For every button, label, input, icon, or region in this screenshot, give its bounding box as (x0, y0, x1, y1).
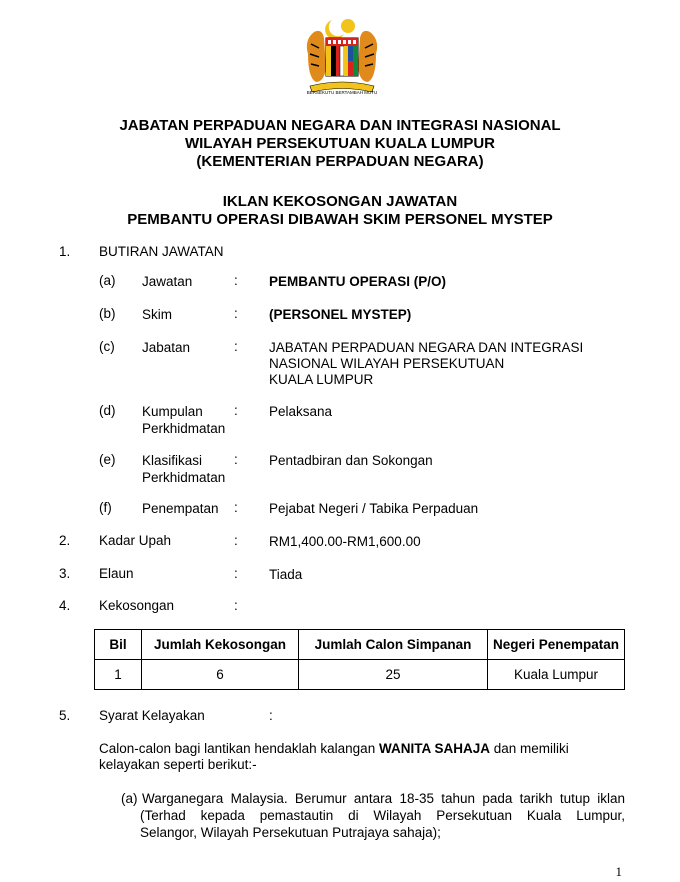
coat-of-arms-logo (302, 14, 382, 100)
item-e-value: Pentadbiran dan Sokongan (269, 453, 433, 468)
item-a-key: Jawatan (142, 274, 193, 289)
section-5-label: Syarat Kelayakan (99, 708, 205, 723)
item-d-letter: (d) (99, 403, 116, 418)
table-cell-negeri-penempatan: Kuala Lumpur (488, 660, 625, 690)
eligibility-intro-text-b: dan memiliki (489, 741, 569, 756)
item-c-colon: : (234, 339, 238, 354)
table-header-jumlah-kekosongan: Jumlah Kekosongan (142, 630, 299, 660)
vacancy-table (94, 629, 625, 690)
section-2-colon: : (234, 533, 238, 548)
item-b-colon: : (234, 306, 238, 321)
table-header-bil: Bil (95, 630, 142, 660)
table-header-row (95, 630, 625, 660)
table-header-jumlah-calon-simpanan: Jumlah Calon Simpanan (299, 630, 488, 660)
item-e-letter: (e) (99, 452, 116, 467)
item-f-letter: (f) (99, 500, 112, 515)
item-e-colon: : (234, 452, 238, 467)
section-5-colon: : (269, 708, 273, 723)
item-c-letter: (c) (99, 339, 115, 354)
item-d-key-line-1: Kumpulan (142, 404, 203, 419)
item-f-colon: : (234, 500, 238, 515)
section-3-value: Tiada (269, 567, 303, 582)
condition-a-line-2: (Terhad kepada pemastautin di Wilayah Persekutuan Kuala Lumpur, (140, 808, 625, 823)
item-d-key-line-2: Perkhidmatan (142, 421, 226, 436)
item-d-colon: : (234, 403, 238, 418)
item-a-value: PEMBANTU OPERASI (P/O) (269, 274, 447, 289)
section-3-colon: : (234, 566, 238, 581)
header-line-3: (KEMENTERIAN PERPADUAN NEGARA) (196, 153, 484, 170)
item-b-value: (PERSONEL MYSTEP) (269, 307, 412, 322)
section-4-colon: : (234, 598, 238, 613)
section-4-label: Kekosongan (99, 598, 175, 613)
section-3-label: Elaun (99, 566, 134, 581)
title-line-2: PEMBANTU OPERASI DIBAWAH SKIM PERSONEL MYSTEP (127, 211, 553, 228)
table-cell-jumlah-calon-simpanan: 25 (299, 660, 488, 690)
item-c-value-line-1: JABATAN PERPADUAN NEGARA DAN INTEGRASI (269, 340, 584, 355)
title-line-1: IKLAN KEKOSONGAN JAWATAN (222, 193, 458, 210)
item-f-value: Pejabat Negeri / Tabika Perpaduan (269, 501, 479, 516)
section-2-number: 2. (59, 533, 71, 548)
section-2-label: Kadar Upah (99, 533, 172, 548)
eligibility-intro-text-a: Calon-calon bagi lantikan hendaklah kalangan (99, 741, 379, 756)
section-3-number: 3. (59, 566, 71, 581)
section-1-label: BUTIRAN JAWATAN (99, 244, 224, 259)
condition-a-line-3: Selangor, Wilayah Persekutuan Putrajaya sahaja); (140, 825, 441, 840)
item-b-letter: (b) (99, 306, 116, 321)
item-a-colon: : (234, 273, 238, 288)
crest-motto: BERSEKUTU BERTAMBAH MUTU (306, 90, 378, 95)
eligibility-intro-line-2: kelayakan seperti berikut:- (99, 757, 257, 772)
section-2-value: RM1,400.00-RM1,600.00 (269, 534, 421, 549)
eligibility-intro-bold: WANITA SAHAJA (378, 741, 490, 756)
item-c-key: Jabatan (142, 340, 191, 355)
item-e-key-line-2: Perkhidmatan (142, 470, 226, 485)
header-line-1: JABATAN PERPADUAN NEGARA DAN INTEGRASI NASIONAL (119, 117, 561, 134)
item-e-key-line-1: Klasifikasi (142, 453, 203, 468)
section-4-number: 4. (59, 598, 71, 613)
section-5-number: 5. (59, 708, 71, 723)
item-c-value-line-3: KUALA LUMPUR (269, 372, 374, 387)
section-1-number: 1. (59, 244, 71, 259)
header-line-2: WILAYAH PERSEKUTUAN KUALA LUMPUR (184, 135, 495, 152)
table-cell-bil: 1 (95, 660, 142, 690)
condition-a-letter: (a) (121, 791, 138, 806)
item-f-key: Penempatan (142, 501, 219, 516)
page-number: 1 (615, 864, 622, 879)
item-b-key: Skim (142, 307, 172, 322)
table-header-negeri-penempatan: Negeri Penempatan (488, 630, 625, 660)
item-a-letter: (a) (99, 273, 116, 288)
eligibility-intro (99, 740, 625, 758)
table-row (95, 660, 625, 690)
condition-a-line-1: Warganegara Malaysia. Berumur antara 18-35 tahun pada tarikh tutup iklan (142, 791, 625, 806)
table-cell-jumlah-kekosongan: 6 (142, 660, 299, 690)
item-d-value: Pelaksana (269, 404, 333, 419)
item-c-value-line-2: NASIONAL WILAYAH PERSEKUTUAN (269, 356, 505, 371)
